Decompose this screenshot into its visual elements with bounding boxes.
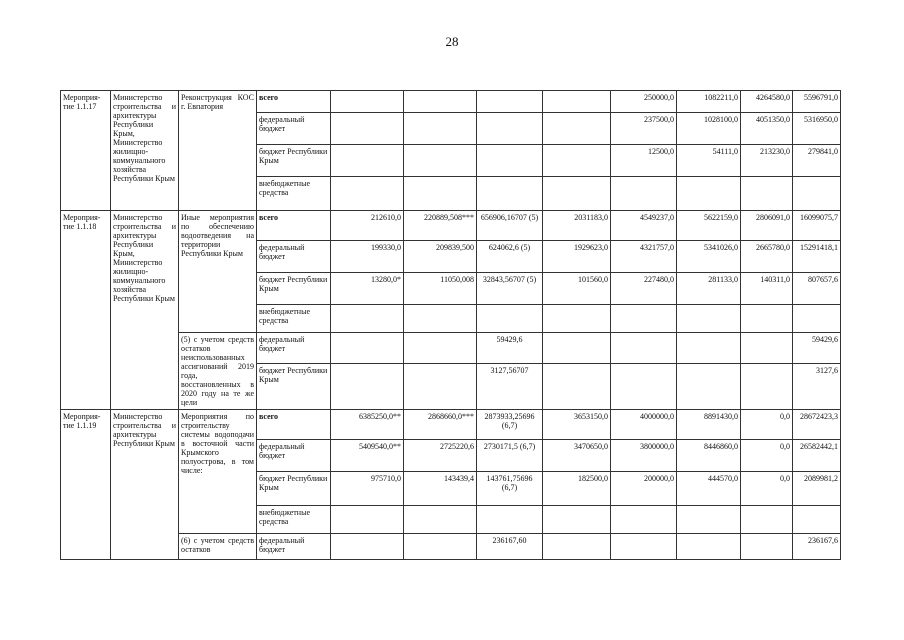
value-cell [677,177,741,211]
value-cell: 4000000,0 [611,410,677,440]
measure-executor: Министерство строительства и архитектуры Республики Крым [111,410,179,560]
funding-source: бюджет Республики Крым [257,273,331,305]
value-cell: 28672423,3 [793,410,841,440]
page-number: 28 [445,34,459,49]
value-cell: 4051350,0 [741,113,793,145]
measure-executor: Министерство строительства и архитектуры Республики Крым, Министерство жилищно-коммунального хозяйства Республики Крым [111,91,179,211]
value-cell: 5409540,0** [331,440,404,472]
value-cell: 4549237,0 [611,211,677,241]
value-cell: 4321757,0 [611,241,677,273]
value-cell [404,506,477,534]
value-cell [331,113,404,145]
value-cell [543,333,611,364]
value-cell [543,113,611,145]
value-cell: 3127,6 [793,364,841,410]
value-cell: 250000,0 [611,91,677,113]
value-cell [793,177,841,211]
value-cell [741,364,793,410]
value-cell [331,506,404,534]
measure-code: Мероприя-тие 1.1.18 [61,211,111,410]
value-cell [741,333,793,364]
measure-code: Мероприя-тие 1.1.17 [61,91,111,211]
value-cell: 213230,0 [741,145,793,177]
funding-source: федеральный бюджет [257,113,331,145]
funding-source: внебюджетные средства [257,506,331,534]
value-cell [404,534,477,560]
value-cell: 140311,0 [741,273,793,305]
value-cell: 12500,0 [611,145,677,177]
value-cell: 101560,0 [543,273,611,305]
value-cell: 279841,0 [793,145,841,177]
value-cell: 2868660,0*** [404,410,477,440]
value-cell [477,305,543,333]
value-cell [543,364,611,410]
value-cell [543,91,611,113]
value-cell: 1929623,0 [543,241,611,273]
value-cell: 11050,008 [404,273,477,305]
value-cell [677,305,741,333]
funding-source: бюджет Республики Крым [257,364,331,410]
value-cell: 444570,0 [677,472,741,506]
table-row [61,211,841,241]
value-cell: 212610,0 [331,211,404,241]
funding-source: федеральный бюджет [257,534,331,560]
value-cell: 2873933,25696 (6,7) [477,410,543,440]
value-cell: 54111,0 [677,145,741,177]
value-cell: 8446860,0 [677,440,741,472]
value-cell [543,305,611,333]
budget-table [60,90,841,560]
note-text: (6) с учетом средств остатков [179,534,257,560]
value-cell: 4264580,0 [741,91,793,113]
funding-source: внебюджетные средства [257,305,331,333]
funding-source: федеральный бюджет [257,241,331,273]
measure-executor: Министерство строительства и архитектуры Республики Крым, Министерство жилищно-коммунального хозяйства Республики Крым [111,211,179,410]
value-cell: 236167,6 [793,534,841,560]
measure-name: Реконструкция КОС г. Евпатория [179,91,257,211]
value-cell: 227480,0 [611,273,677,305]
funding-source: федеральный бюджет [257,440,331,472]
value-cell [543,177,611,211]
value-cell: 32843,56707 (5) [477,273,543,305]
value-cell: 16099075,7 [793,211,841,241]
value-cell: 1028100,0 [677,113,741,145]
table-row [61,410,841,440]
value-cell [331,333,404,364]
value-cell: 5316950,0 [793,113,841,145]
value-cell [331,364,404,410]
value-cell [331,177,404,211]
value-cell: 13280,0* [331,273,404,305]
value-cell: 5596791,0 [793,91,841,113]
funding-source: бюджет Республики Крым [257,472,331,506]
value-cell: 200000,0 [611,472,677,506]
value-cell [404,177,477,211]
value-cell: 3800000,0 [611,440,677,472]
value-cell [677,364,741,410]
value-cell [404,91,477,113]
value-cell: 26582442,1 [793,440,841,472]
funding-source: внебюджетные средства [257,177,331,211]
value-cell: 15291418,1 [793,241,841,273]
value-cell [741,506,793,534]
funding-source: всего [257,410,331,440]
value-cell [404,113,477,145]
value-cell: 0,0 [741,472,793,506]
value-cell [677,534,741,560]
value-cell [741,534,793,560]
value-cell: 2806091,0 [741,211,793,241]
value-cell: 1082211,0 [677,91,741,113]
value-cell [477,145,543,177]
value-cell: 624062,6 (5) [477,241,543,273]
value-cell: 2031183,0 [543,211,611,241]
value-cell: 182500,0 [543,472,611,506]
value-cell [741,177,793,211]
value-cell [331,145,404,177]
value-cell: 220889,508*** [404,211,477,241]
value-cell: 3653150,0 [543,410,611,440]
value-cell [793,506,841,534]
value-cell [543,145,611,177]
value-cell [331,534,404,560]
value-cell: 2089981,2 [793,472,841,506]
value-cell: 2725220,6 [404,440,477,472]
value-cell [477,506,543,534]
value-cell [477,113,543,145]
value-cell [677,333,741,364]
value-cell [543,506,611,534]
value-cell: 5341026,0 [677,241,741,273]
value-cell: 2665780,0 [741,241,793,273]
value-cell [404,364,477,410]
value-cell: 5622159,0 [677,211,741,241]
value-cell [611,534,677,560]
value-cell: 281133,0 [677,273,741,305]
value-cell: 975710,0 [331,472,404,506]
value-cell [331,305,404,333]
value-cell: 8891430,0 [677,410,741,440]
measure-name: Мероприятия по строительству системы водоподачи в восточной части Крымского полуострова, в том числе: [179,410,257,534]
value-cell: 656906,16707 (5) [477,211,543,241]
value-cell: 807657,6 [793,273,841,305]
value-cell [477,91,543,113]
value-cell: 143761,75696 (6,7) [477,472,543,506]
value-cell [611,333,677,364]
value-cell: 209839,500 [404,241,477,273]
value-cell [741,305,793,333]
measure-name: Иные мероприятия по обеспечению водоотведения на территории Республики Крым [179,211,257,333]
funding-source: федеральный бюджет [257,333,331,364]
value-cell: 236167,60 [477,534,543,560]
value-cell: 6385250,0** [331,410,404,440]
funding-source: бюджет Республики Крым [257,145,331,177]
note-text: (5) с учетом средств остатков неиспользованных ассигнований 2019 года, восстановленных в 2020 году на те же цели [179,333,257,410]
value-cell: 0,0 [741,410,793,440]
value-cell: 143439,4 [404,472,477,506]
value-cell [611,364,677,410]
value-cell [404,305,477,333]
funding-source: всего [257,211,331,241]
value-cell: 199330,0 [331,241,404,273]
value-cell: 59429,6 [793,333,841,364]
value-cell [611,305,677,333]
value-cell [331,91,404,113]
value-cell [404,145,477,177]
value-cell [404,333,477,364]
value-cell [543,534,611,560]
value-cell: 3470650,0 [543,440,611,472]
value-cell: 3127,56707 [477,364,543,410]
value-cell [477,177,543,211]
value-cell: 59429,6 [477,333,543,364]
value-cell: 2730171,5 (6,7) [477,440,543,472]
table-row [61,91,841,113]
value-cell [793,305,841,333]
value-cell [677,506,741,534]
funding-source: всего [257,91,331,113]
measure-code: Мероприя-тие 1.1.19 [61,410,111,560]
value-cell: 237500,0 [611,113,677,145]
value-cell [611,506,677,534]
value-cell: 0,0 [741,440,793,472]
value-cell [611,177,677,211]
